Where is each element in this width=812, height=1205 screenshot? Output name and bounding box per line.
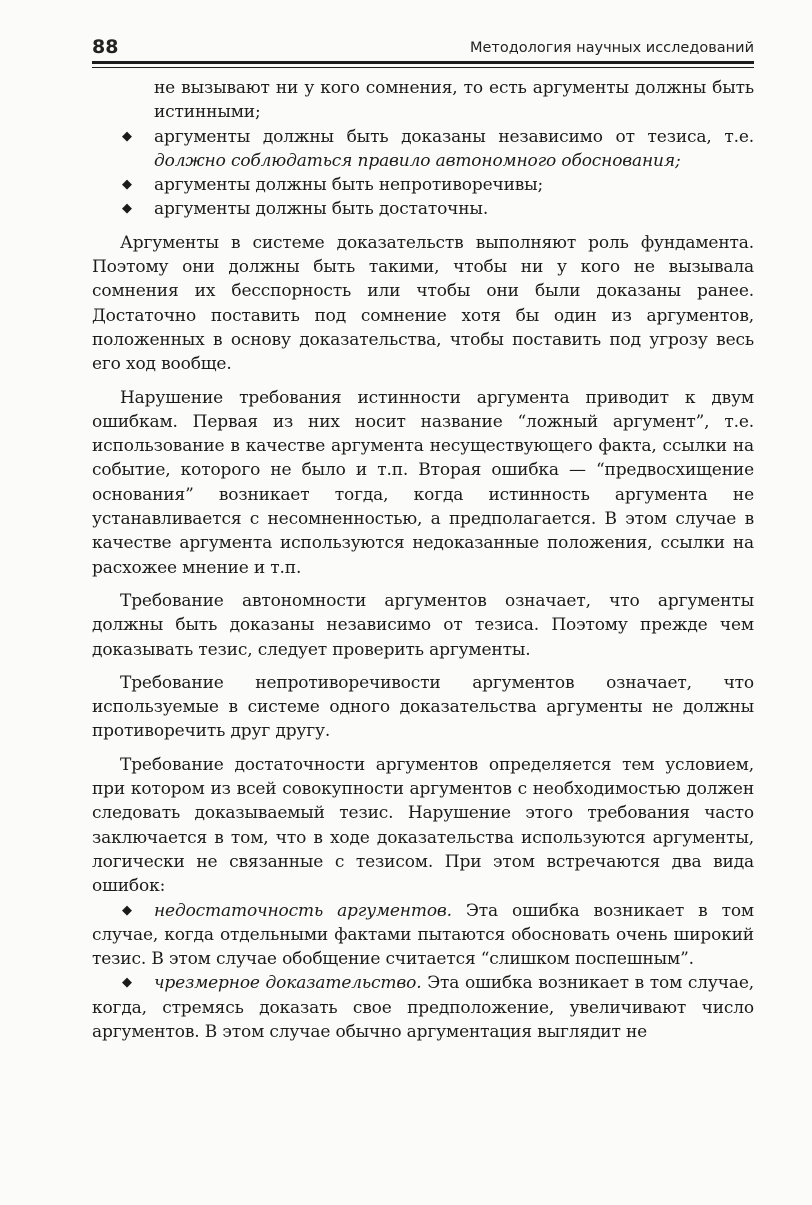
error-text: Эта ошибка возникает в том случае, когда отдельными фактами пытаются обосновать очень широкий тезис. В этом случае обобщение считается “слишком поспешным”. [92, 900, 755, 970]
paragraph: Нарушение требования истинности аргумента приводит к двум ошибкам. Первая из них носит название “ложный аргумент”, т.е. использование в качестве аргумента несуществующего факта, ссылки на событие, которого не было и т.п. Вторая ошибка — “предвосхищение основания” возникает тогда, когда истинность аргумента не устанавливается с несомненностью, а предполагается. В этом случае в качестве аргумента используются недоказанные положения, ссылки на расхожее мнение и т.п. [92, 387, 754, 578]
list-continuation: не вызывают ни у кого сомнения, то есть аргументы должны быть истинными; [154, 78, 754, 123]
bullet-diamond-icon: ◆ [122, 902, 132, 918]
running-title: Методология научных исследований [469, 40, 754, 56]
list-item-emphasis: должно соблюдаться правило автономного обоснования; [154, 150, 681, 171]
page-number: 88 [92, 36, 119, 58]
paragraph: Аргументы в системе доказательств выполняют роль фундамента. Поэтому они должны быть такими, чтобы ни у кого не вызывала сомнения их бесспорность или чтобы они были доказаны ранее. Достаточно поставить под сомнение хотя бы один из аргументов, положенных в основу доказательства, чтобы поставить под угрозу весь его ход вообще. [92, 232, 754, 375]
list-item [92, 197, 754, 221]
page-body [92, 76, 754, 1044]
error-term: недостаточность аргументов. [154, 900, 452, 921]
paragraph: Требование достаточности аргументов определяется тем условием, при котором из всей совокупности аргументов с необходимостью должен следовать доказываемый тезис. Нарушение этого требования часто заключается в том, что в ходе доказательства используются аргументы, логически не связанные с тезисом. При этом встречаются два вида ошибок: [92, 754, 754, 897]
error-item [92, 971, 754, 1044]
bullet-diamond-icon: ◆ [122, 128, 132, 144]
error-item [92, 899, 754, 972]
list-item-text: аргументы должны быть достаточны. [154, 199, 489, 220]
list-item [92, 173, 754, 197]
bullet-diamond-icon: ◆ [122, 177, 132, 193]
error-text: Эта ошибка возникает в том случае, когда, стремясь доказать свое предположение, увеличивают число аргументов. В этом случае обычно аргументация выглядит не [92, 973, 754, 1042]
paragraph: Требование непротиворечивости аргументов означает, что используемые в системе одного доказательства аргументы не должны противоречить друг другу. [92, 672, 754, 742]
error-term: чрезмерное доказательство. [154, 973, 422, 994]
header-rule-thin [92, 67, 754, 68]
list-item [92, 125, 754, 174]
bullet-diamond-icon: ◆ [122, 201, 132, 217]
list-item-text: аргументы должны быть доказаны независимо от тезиса, т.е. [154, 126, 754, 147]
page-header [92, 36, 754, 60]
bullet-diamond-icon: ◆ [122, 975, 132, 991]
paragraph: Требование автономности аргументов означает, что аргументы должны быть доказаны независимо от тезиса. Поэтому прежде чем доказывать тезис, следует проверить аргументы. [92, 590, 754, 660]
header-rule-thick [92, 61, 754, 64]
list-item-text: аргументы должны быть непротиворечивы; [154, 175, 544, 196]
